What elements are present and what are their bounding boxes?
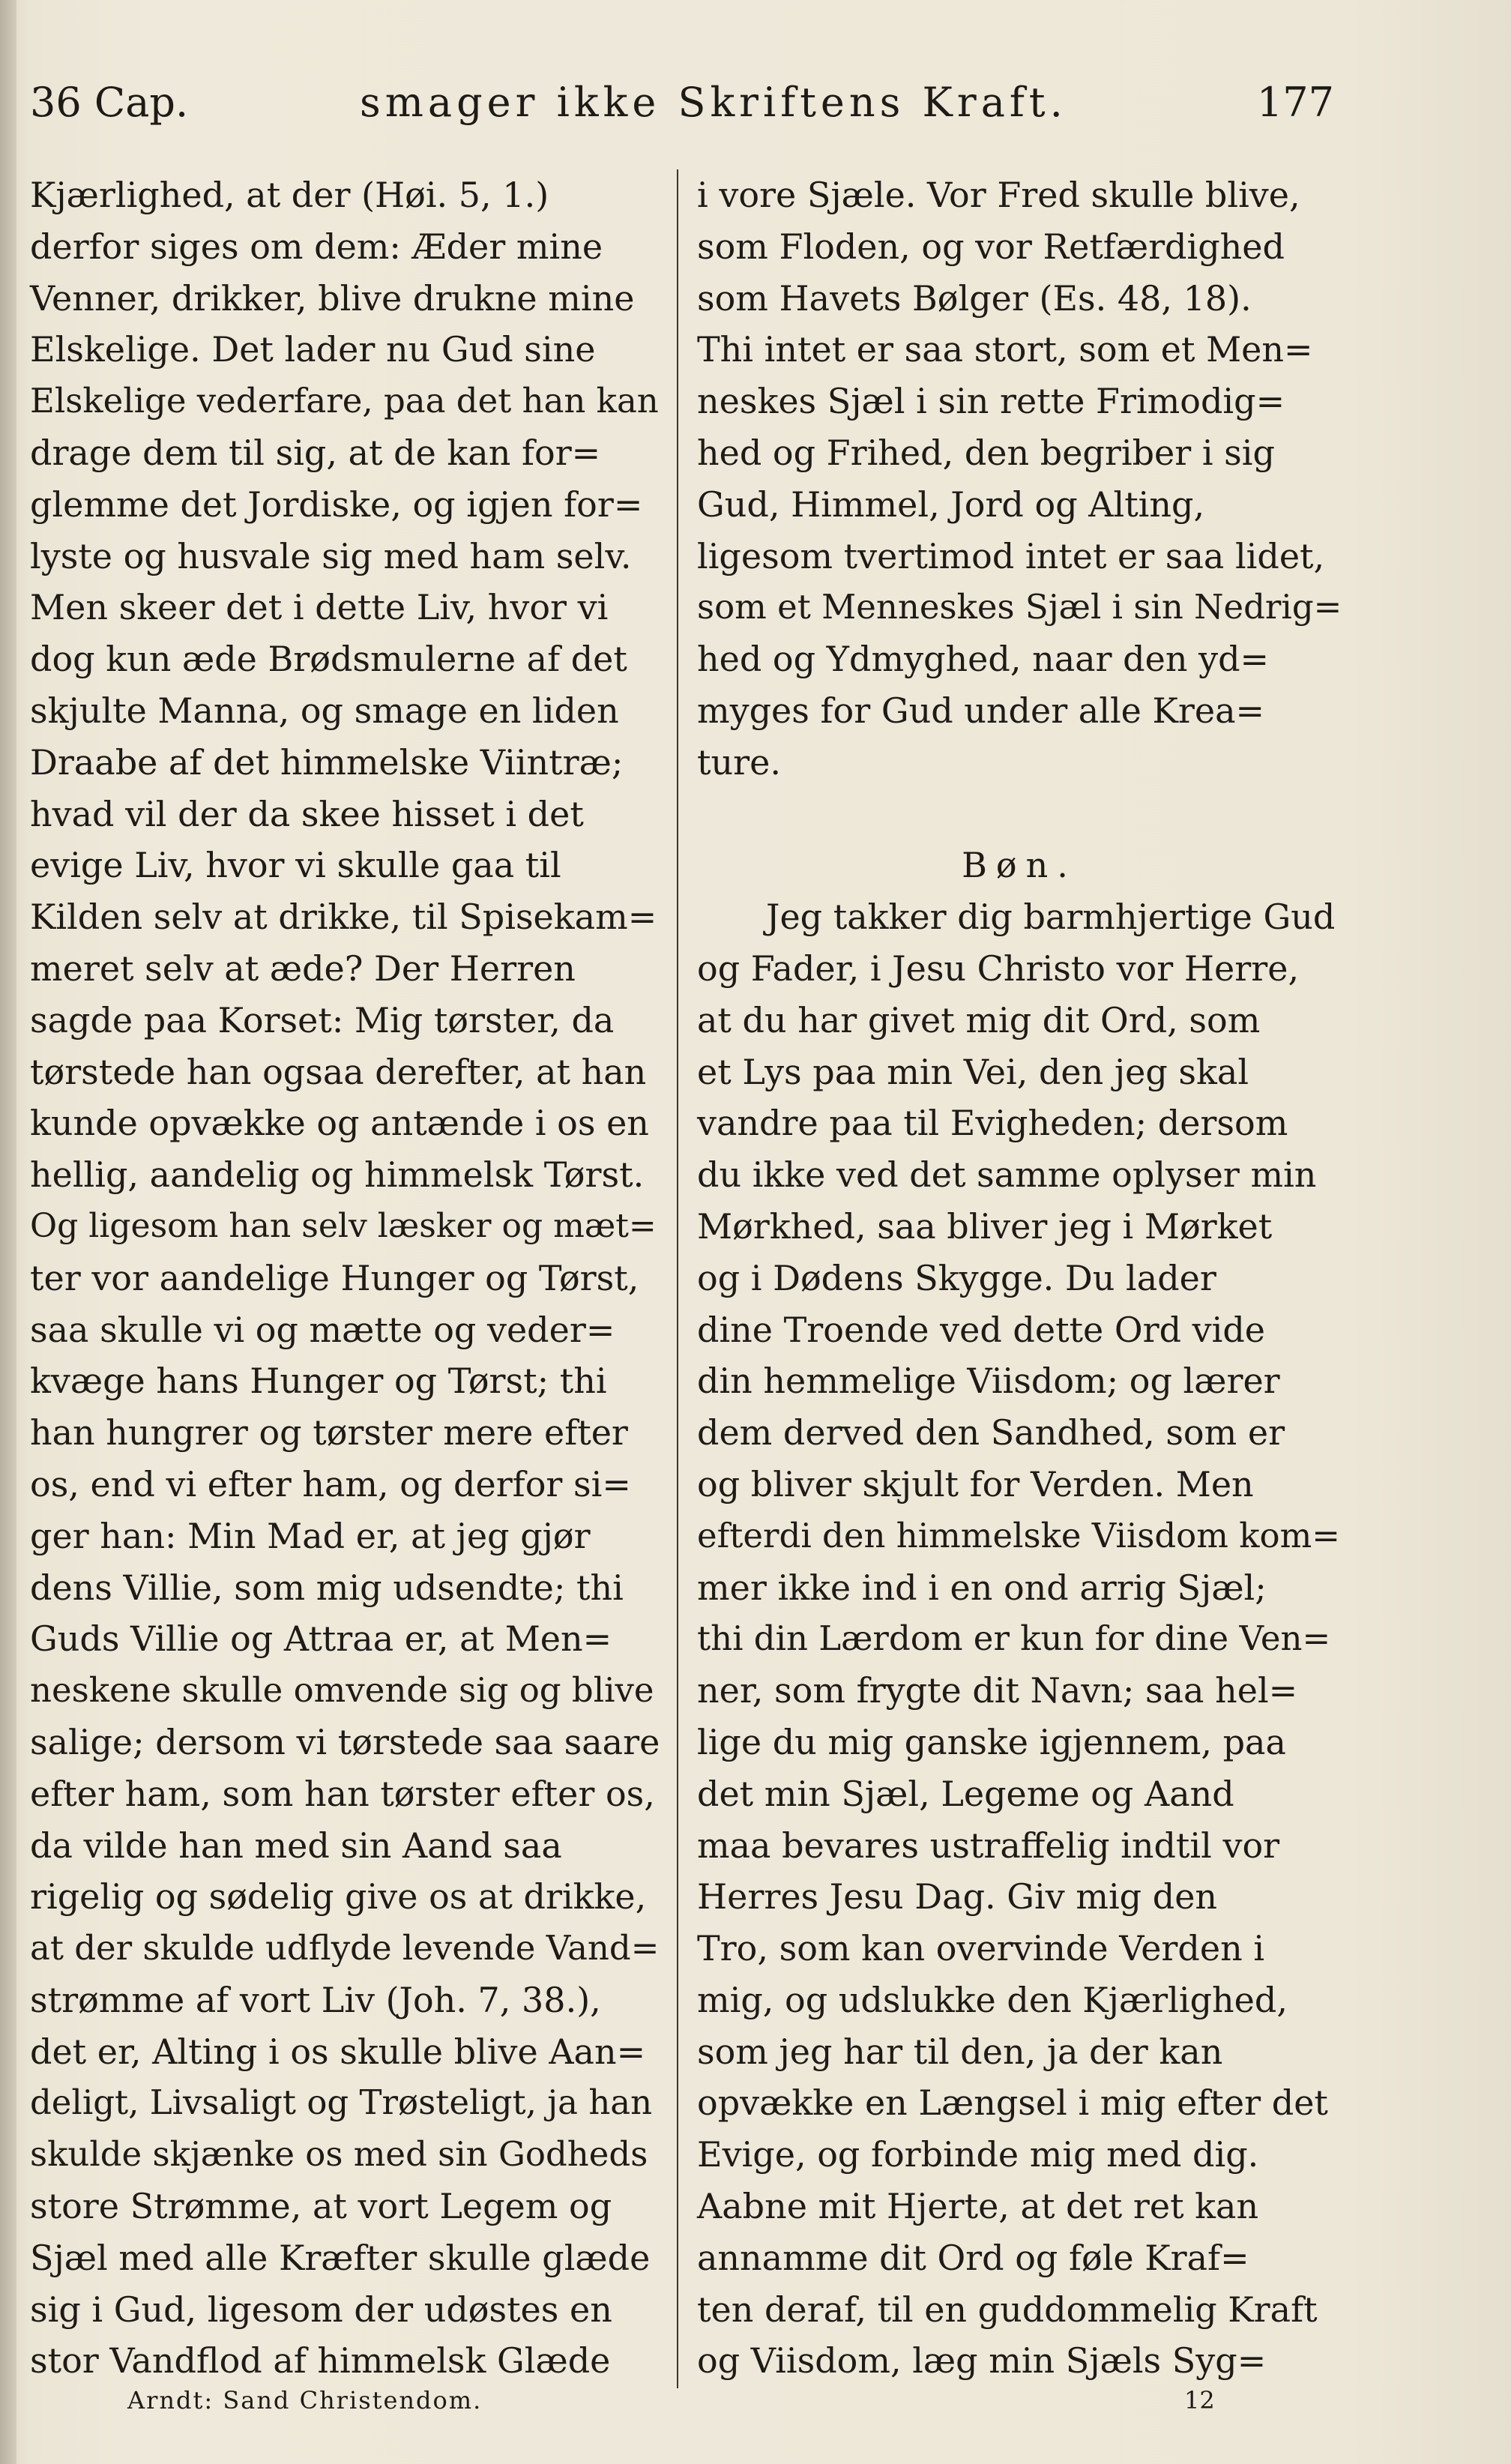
text-line: som Floden, og vor Retfærdighed bbox=[697, 226, 1285, 267]
text-line: skulde skjænke os med sin Godheds bbox=[30, 2134, 648, 2175]
text-line: kvæge hans Hunger og Tørst; thi bbox=[30, 1361, 607, 1402]
text-line: Venner, drikker, blive drukne mine bbox=[30, 277, 635, 319]
chapter-label: 36 Cap. bbox=[30, 79, 189, 126]
text-line: at du har givet mig dit Ord, som bbox=[697, 999, 1261, 1040]
text-line: salige; dersom vi tørstede saa saare bbox=[30, 1721, 660, 1762]
right-column bbox=[697, 169, 1342, 2387]
text-line: neskes Sjæl i sin rette Frimodig= bbox=[697, 381, 1285, 422]
text-line: Sjæl med alle Kræfter skulle glæde bbox=[30, 2237, 651, 2278]
text-line: Evige, og forbinde mig med dig. bbox=[697, 2134, 1259, 2175]
text-line: derfor siges om dem: Æder mine bbox=[30, 226, 603, 267]
prayer-heading: Bøn. bbox=[962, 845, 1077, 886]
text-line: mig, og udslukke den Kjærlighed, bbox=[697, 1979, 1288, 2020]
text-line: store Strømme, at vort Legem og bbox=[30, 2186, 612, 2227]
text-line: myges for Gud under alle Krea= bbox=[697, 690, 1265, 731]
left-column bbox=[30, 169, 660, 2387]
text-line: og Viisdom, læg min Sjæls Syg= bbox=[697, 2340, 1267, 2382]
text-line: dog kun æde Brødsmulerne af det bbox=[30, 639, 627, 680]
text-line: du ikke ved det samme oplyser min bbox=[697, 1154, 1317, 1196]
text-line: Tro, som kan overvinde Verden i bbox=[697, 1928, 1265, 1969]
text-line: lyste og husvale sig med ham selv. bbox=[30, 535, 632, 576]
text-line: et Lys paa min Vei, den jeg skal bbox=[697, 1051, 1249, 1092]
text-line: rigelig og sødelig give os at drikke, bbox=[30, 1876, 647, 1918]
text-line: han hungrer og tørster mere efter bbox=[30, 1412, 628, 1454]
text-line: Og ligesom han selv læsker og mæt= bbox=[30, 1206, 657, 1245]
text-line: strømme af vort Liv (Joh. 7, 38.), bbox=[30, 1979, 601, 2020]
text-line: og bliver skjult for Verden. Men bbox=[697, 1463, 1254, 1504]
text-line: og i Dødens Skygge. Du lader bbox=[697, 1257, 1216, 1298]
text-line: sig i Gud, ligesom der udøstes en bbox=[30, 2289, 612, 2330]
text-line: ner, som frygte dit Navn; saa hel= bbox=[697, 1670, 1298, 1711]
text-line: som Havets Bølger (Es. 48, 18). bbox=[697, 277, 1252, 319]
text-line: hed og Frihed, den begriber i sig bbox=[697, 432, 1275, 473]
text-line: efter ham, som han tørster efter os, bbox=[30, 1773, 655, 1814]
text-line: lige du mig ganske igjennem, paa bbox=[697, 1721, 1286, 1762]
text-line: Elskelige vederfare, paa det han kan bbox=[30, 381, 659, 421]
text-line: ter vor aandelige Hunger og Tørst, bbox=[30, 1257, 639, 1298]
text-line: ligesom tvertimod intet er saa lidet, bbox=[697, 535, 1325, 576]
text-line: neskene skulle omvende sig og blive bbox=[30, 1670, 654, 1711]
text-line: da vilde han med sin Aand saa bbox=[30, 1825, 562, 1866]
text-line: opvække en Længsel i mig efter det bbox=[697, 2082, 1328, 2124]
text-line: dem derved den Sandhed, som er bbox=[697, 1412, 1285, 1454]
text-line: tørstede han ogsaa derefter, at han bbox=[30, 1051, 647, 1092]
text-line: Kilden selv at drikke, til Spisekam= bbox=[30, 897, 657, 938]
column-divider bbox=[677, 169, 678, 2388]
text-line: hvad vil der da skee hisset i det bbox=[30, 793, 584, 834]
text-line: os, end vi efter ham, og derfor si= bbox=[30, 1463, 631, 1504]
text-line: stor Vandflod af himmelsk Glæde bbox=[30, 2340, 611, 2382]
signature-line: Arndt: Sand Christendom. bbox=[127, 2386, 483, 2415]
text-line: Mørkhed, saa bliver jeg i Mørket bbox=[697, 1205, 1273, 1247]
text-line: mer ikke ind i en ond arrig Sjæl; bbox=[697, 1567, 1267, 1608]
text-line: som et Menneskes Sjæl i sin Nedrig= bbox=[697, 587, 1342, 627]
text-line: ger han: Min Mad er, at jeg gjør bbox=[30, 1515, 591, 1556]
text-line: Men skeer det i dette Liv, hvor vi bbox=[30, 587, 609, 628]
text-line: maa bevares ustraffelig indtil vor bbox=[697, 1825, 1280, 1866]
text-line: hed og Ydmyghed, naar den yd= bbox=[697, 639, 1270, 680]
running-title: smager ikke Skriftens Kraft. bbox=[360, 79, 1067, 126]
text-line: det er, Alting i os skulle blive Aan= bbox=[30, 2031, 646, 2072]
text-line: det min Sjæl, Legeme og Aand bbox=[697, 1773, 1234, 1814]
text-line: Herres Jesu Dag. Giv mig den bbox=[697, 1876, 1218, 1918]
text-line: skjulte Manna, og smage en liden bbox=[30, 690, 619, 731]
text-line: dens Villie, som mig udsendte; thi bbox=[30, 1567, 624, 1608]
text-line: Kjærlighed, at der (Høi. 5, 1.) bbox=[30, 175, 549, 215]
text-line: i vore Sjæle. Vor Fred skulle blive, bbox=[697, 175, 1300, 215]
text-line: Draabe af det himmelske Viintræ; bbox=[30, 741, 624, 783]
text-line: deligt, Livsaligt og Trøsteligt, ja han bbox=[30, 2082, 653, 2123]
page-spine-shadow bbox=[0, 0, 16, 2464]
signature-number: 12 bbox=[1184, 2386, 1215, 2415]
text-line: thi din Lærdom er kun for dine Ven= bbox=[697, 1618, 1331, 1659]
text-line: efterdi den himmelske Viisdom kom= bbox=[697, 1515, 1340, 1555]
text-line: Jeg takker dig barmhjertige Gud bbox=[766, 897, 1336, 938]
page-number: 177 bbox=[1256, 79, 1334, 126]
text-line: at der skulde udflyde levende Vand= bbox=[30, 1928, 660, 1969]
text-line: vandre paa til Evigheden; dersom bbox=[697, 1103, 1288, 1144]
text-line: kunde opvække og antænde i os en bbox=[30, 1103, 649, 1144]
text-line: ten deraf, til en guddommelig Kraft bbox=[697, 2289, 1318, 2330]
text-line: glemme det Jordiske, og igjen for= bbox=[30, 484, 643, 525]
blank-line bbox=[697, 789, 1342, 840]
text-line: drage dem til sig, at de kan for= bbox=[30, 432, 601, 473]
text-line: annamme dit Ord og føle Kraf= bbox=[697, 2237, 1249, 2278]
text-line: evige Liv, hvor vi skulle gaa til bbox=[30, 845, 561, 886]
text-line: hellig, aandelig og himmelsk Tørst. bbox=[30, 1154, 645, 1196]
running-header bbox=[30, 69, 1334, 136]
text-line: Aabne mit Hjerte, at det ret kan bbox=[697, 2186, 1259, 2227]
text-line: Guds Villie og Attraa er, at Men= bbox=[30, 1618, 612, 1660]
text-line: som jeg har til den, ja der kan bbox=[697, 2031, 1223, 2072]
text-line: dine Troende ved dette Ord vide bbox=[697, 1309, 1266, 1350]
text-line: ture. bbox=[697, 741, 781, 783]
text-line: din hemmelige Viisdom; og lærer bbox=[697, 1361, 1280, 1402]
text-line: Elskelige. Det lader nu Gud sine bbox=[30, 329, 596, 370]
text-line: sagde paa Korset: Mig tørster, da bbox=[30, 999, 615, 1040]
text-line: meret selv at æde? Der Herren bbox=[30, 948, 576, 989]
text-line: Gud, Himmel, Jord og Alting, bbox=[697, 484, 1205, 525]
text-line: saa skulle vi og mætte og veder= bbox=[30, 1309, 615, 1350]
text-line: og Fader, i Jesu Christo vor Herre, bbox=[697, 948, 1300, 989]
text-line: Thi intet er saa stort, som et Men= bbox=[697, 329, 1313, 370]
